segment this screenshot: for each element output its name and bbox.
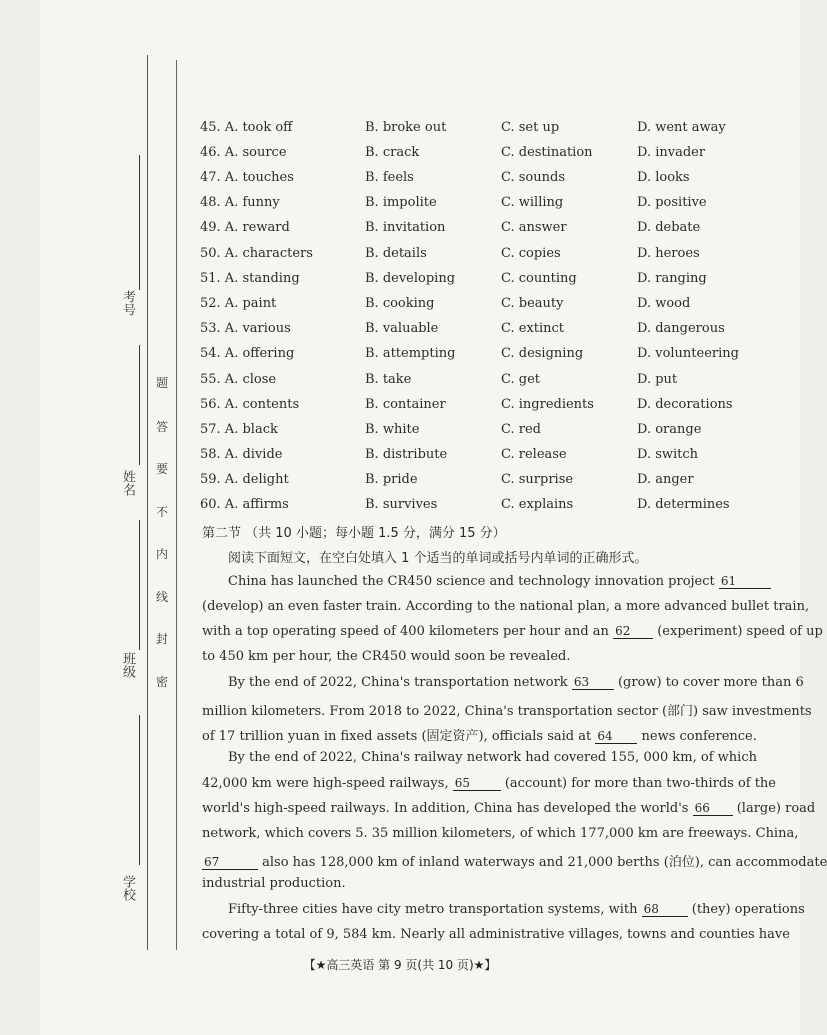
- passage-line: million kilometers. From 2018 to 2022, China's transportation sector (部门) saw investments: [202, 704, 812, 719]
- seal-char: 答: [156, 420, 169, 434]
- option-c: C. explains: [501, 497, 574, 512]
- option-b: B. cooking: [365, 296, 435, 311]
- exam-no-rule: [139, 155, 140, 290]
- passage-line: of 17 trillion yuan in fixed assets (固定资产), officials said at 64 news conference.: [202, 729, 757, 744]
- option-c: C. release: [501, 447, 567, 462]
- option-b: B. container: [365, 397, 446, 412]
- passage-line: 67 also has 128,000 km of inland waterways and 21,000 berths (泊位), can accommodate: [204, 855, 827, 870]
- option-a: 57. A. black: [200, 422, 278, 437]
- option-b: B. developing: [365, 271, 456, 286]
- option-b: B. white: [365, 422, 420, 437]
- option-d: D. ranging: [637, 271, 707, 286]
- passage-line: By the end of 2022, China's railway network had covered 155, 000 km, of which: [228, 750, 757, 765]
- seal-char: 要: [156, 462, 169, 476]
- option-b: B. feels: [365, 170, 414, 185]
- seal-char: 封: [156, 632, 169, 646]
- option-d: D. heroes: [637, 246, 700, 261]
- option-d: D. put: [637, 372, 678, 387]
- passage-line: network, which covers 5. 35 million kilometers, of which 177,000 km are freeways. China,: [202, 826, 799, 841]
- option-d: D. determines: [637, 497, 730, 512]
- option-a: 55. A. close: [200, 372, 277, 387]
- option-b: B. attempting: [365, 346, 456, 361]
- seal-char: 不: [156, 505, 169, 519]
- option-a: 46. A. source: [200, 145, 287, 160]
- option-b: B. pride: [365, 472, 418, 487]
- option-a: 54. A. offering: [200, 346, 295, 361]
- option-a: 60. A. affirms: [200, 497, 289, 512]
- option-b: B. impolite: [365, 195, 437, 210]
- blank-68: 68: [642, 902, 688, 917]
- option-a: 52. A. paint: [200, 296, 277, 311]
- option-b: B. distribute: [365, 447, 448, 462]
- page-footer: 【★高三英语 第 9 页(共 10 页)★】: [303, 958, 497, 972]
- passage-line: China has launched the CR450 science and technology innovation project 61: [228, 574, 757, 589]
- school-rule: [139, 715, 140, 865]
- option-c: C. get: [501, 372, 540, 387]
- blank-63: 63: [572, 675, 614, 690]
- passage-line: (develop) an even faster train. According to the national plan, a more advanced bullet train,: [202, 599, 810, 614]
- option-c: C. ingredients: [501, 397, 594, 412]
- option-d: D. looks: [637, 170, 690, 185]
- passage-line: world's high-speed railways. In addition, China has developed the world's 66 (large) road: [202, 801, 816, 816]
- section-heading: 第二节 （共 10 小题；每小题 1.5 分，满分 15 分）: [202, 526, 506, 541]
- exam-no-label: 考号: [120, 290, 135, 316]
- option-d: D. orange: [637, 422, 702, 437]
- option-d: D. decorations: [637, 397, 733, 412]
- section-instruction: 阅读下面短文，在空白处填入 1 个适当的单词或括号内单词的正确形式。: [228, 551, 648, 566]
- option-d: D. dangerous: [637, 321, 725, 336]
- option-c: C. beauty: [501, 296, 564, 311]
- blank-66: 66: [693, 801, 733, 816]
- option-d: D. switch: [637, 447, 699, 462]
- option-a: 58. A. divide: [200, 447, 283, 462]
- passage-line: Fifty-three cities have city metro transportation systems, with 68 (they) operations: [228, 902, 805, 917]
- option-c: C. set up: [501, 120, 560, 135]
- option-c: C. sounds: [501, 170, 565, 185]
- option-b: B. valuable: [365, 321, 439, 336]
- option-c: C. red: [501, 422, 541, 437]
- option-c: C. surprise: [501, 472, 574, 487]
- option-b: B. take: [365, 372, 412, 387]
- option-c: C. willing: [501, 195, 564, 210]
- option-a: 48. A. funny: [200, 195, 280, 210]
- option-c: C. answer: [501, 220, 567, 235]
- option-c: C. copies: [501, 246, 561, 261]
- option-a: 59. A. delight: [200, 472, 289, 487]
- option-a: 53. A. various: [200, 321, 291, 336]
- option-d: D. wood: [637, 296, 691, 311]
- blank-64: 64: [595, 729, 637, 744]
- option-a: 51. A. standing: [200, 271, 300, 286]
- option-a: 56. A. contents: [200, 397, 300, 412]
- seal-char: 内: [156, 547, 169, 561]
- seal-char: 密: [156, 675, 169, 689]
- option-a: 47. A. touches: [200, 170, 294, 185]
- option-d: D. positive: [637, 195, 707, 210]
- option-a: 49. A. reward: [200, 220, 290, 235]
- name-rule: [139, 345, 140, 465]
- option-c: C. designing: [501, 346, 584, 361]
- class-label: 班级: [120, 652, 135, 678]
- option-d: D. anger: [637, 472, 694, 487]
- option-b: B. crack: [365, 145, 420, 160]
- option-b: B. invitation: [365, 220, 446, 235]
- blank-62: 62: [613, 624, 653, 639]
- passage-line: to 450 km per hour, the CR450 would soon be revealed.: [202, 649, 571, 664]
- option-b: B. survives: [365, 497, 438, 512]
- option-a: 50. A. characters: [200, 246, 313, 261]
- class-rule: [139, 520, 140, 650]
- passage-line: By the end of 2022, China's transportation network 63 (grow) to cover more than 6: [228, 675, 804, 690]
- option-d: D. went away: [637, 120, 726, 135]
- option-b: B. broke out: [365, 120, 447, 135]
- option-d: D. debate: [637, 220, 701, 235]
- passage-line: with a top operating speed of 400 kilometers per hour and an 62 (experiment) speed of up: [202, 624, 823, 639]
- blank-67: 67: [202, 855, 258, 870]
- blank-61: 61: [719, 574, 771, 589]
- option-c: C. extinct: [501, 321, 565, 336]
- name-label: 姓名: [120, 470, 135, 496]
- option-c: C. destination: [501, 145, 593, 160]
- binding-line: [147, 55, 148, 950]
- blank-65: 65: [453, 776, 501, 791]
- option-d: D. volunteering: [637, 346, 739, 361]
- seal-char: 线: [156, 590, 169, 604]
- seal-char: 题: [156, 376, 169, 390]
- passage-line: 42,000 km were high-speed railways, 65 (account) for more than two-thirds of the: [202, 776, 776, 791]
- passage-line: industrial production.: [202, 876, 346, 891]
- option-a: 45. A. took off: [200, 120, 293, 135]
- binding-line-inner: [176, 60, 177, 950]
- option-d: D. invader: [637, 145, 706, 160]
- option-b: B. details: [365, 246, 427, 261]
- school-label: 学校: [120, 875, 135, 901]
- option-c: C. counting: [501, 271, 577, 286]
- passage-line: covering a total of 9, 584 km. Nearly all administrative villages, towns and counties have: [202, 927, 790, 942]
